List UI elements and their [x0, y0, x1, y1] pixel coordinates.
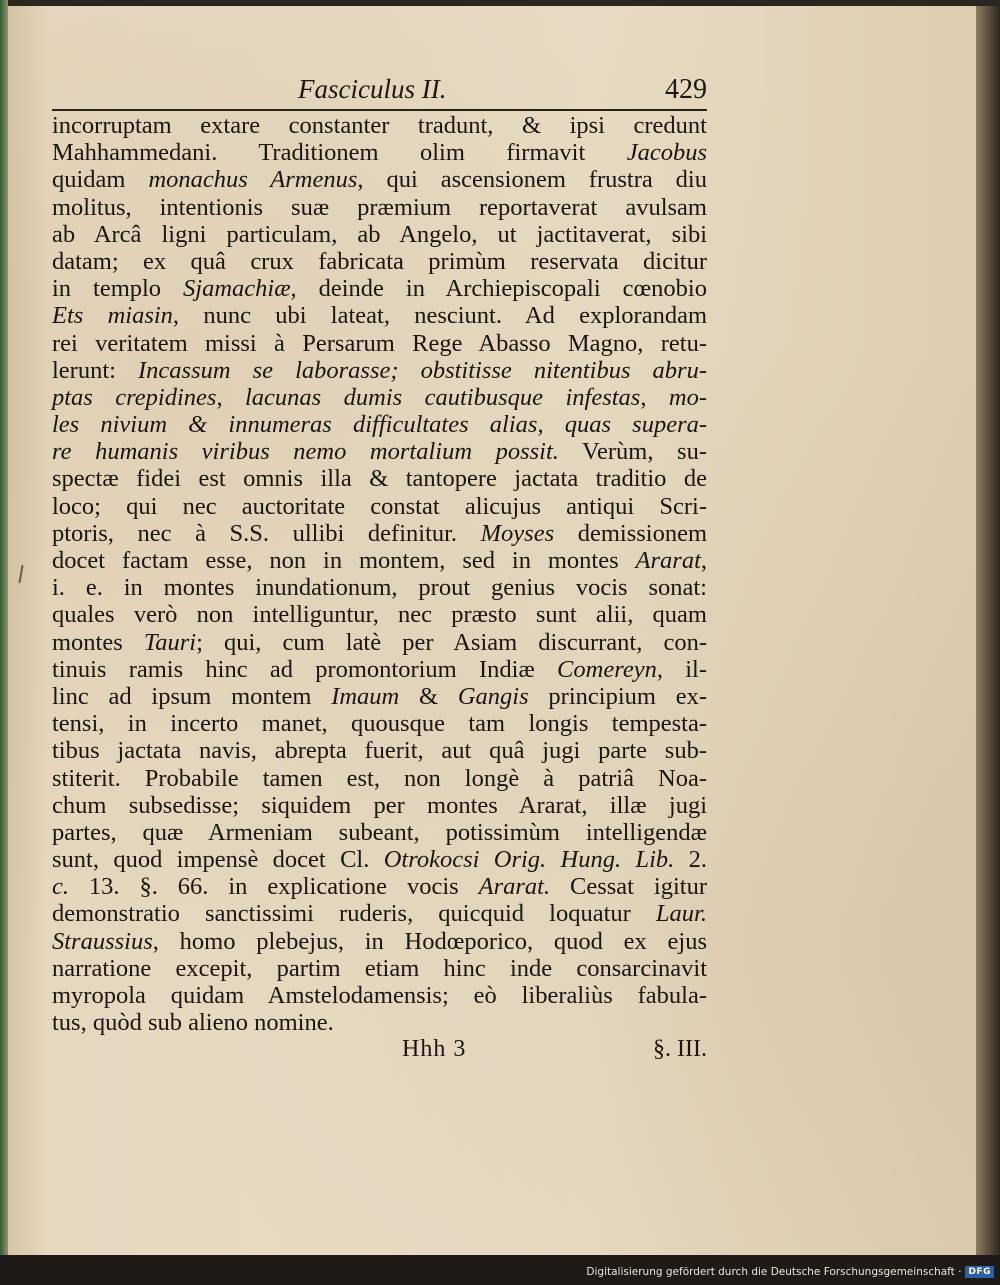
page-header	[52, 72, 707, 106]
scan-border-left	[0, 0, 8, 1255]
text-line: tinuis ramis hinc ad promontorium Indiæ Comereyn, il-	[52, 655, 707, 683]
text-line: tus, quòd sub alieno nomine.	[52, 1009, 334, 1037]
text-line: stiterit. Probabile tamen est, non longè à patriâ Noa-	[52, 764, 707, 792]
text-line: re humanis viribus nemo mortalium possit. Verùm, su-	[52, 438, 707, 466]
digitization-credit	[586, 1266, 994, 1278]
text-line: loco; qui nec auctoritate constat alicujus antiqui Scri-	[52, 492, 707, 520]
text-line: sunt, quod impensè docet Cl. Otrokocsi Orig. Hung. Lib. 2.	[52, 846, 707, 874]
text-line: tensi, in incerto manet, quousque tam longis tempesta-	[52, 710, 707, 738]
signature-mark: Hhh 3	[402, 1036, 467, 1062]
text-line: rei veritatem missi à Persarum Rege Abasso Magno, retu-	[52, 329, 707, 357]
text-line: molitus, intentionis suæ præmium reportaverat avulsam	[52, 193, 707, 221]
text-line: lerunt: Incassum se laborasse; obstitisse nitentibus abru-	[52, 356, 707, 384]
text-line: docet factam esse, non in montem, sed in montes Ararat,	[52, 547, 707, 574]
text-line: in templo Sjamachiæ, deinde in Archiepiscopali cœnobio	[52, 275, 707, 303]
page-edge-shadow	[976, 6, 1000, 1255]
text-line: tibus jactata navis, abrepta fuerit, aut quâ jugi parte sub-	[52, 737, 707, 765]
text-line: myropola quidam Amstelodamensis; eò liberaliùs fabula-	[52, 982, 707, 1009]
text-line: narratione excepit, partim etiam hinc inde consarcinavit	[52, 954, 707, 982]
body-text	[52, 112, 707, 1036]
text-line: quales verò non intelliguntur, nec præsto sunt alii, quam	[52, 601, 707, 629]
text-line: ab Arcâ ligni particulam, ab Angelo, ut jactitaverat, sibi	[52, 220, 707, 248]
text-line: Ets miasin, nunc ubi lateat, nesciunt. Ad explorandam	[52, 302, 707, 330]
header-rule	[52, 109, 707, 111]
credit-text: Digitalisierung gefördert durch die Deutsche Forschungsgemeinschaft ·	[586, 1266, 962, 1278]
text-line: spectæ fidei est omnis illa & tantopere jactata traditio de	[52, 465, 707, 493]
text-line: Mahhammedani. Traditionem olim firmavit Jacobus	[52, 139, 707, 167]
text-line: les nivium & innumeras difficultates alias, quas supera-	[52, 411, 708, 439]
text-line: partes, quæ Armeniam subeant, potissimùm intelligendæ	[52, 818, 707, 846]
text-line: incorruptam extare constanter tradunt, & ipsi credunt	[52, 112, 707, 139]
text-line: i. e. in montes inundationum, prout genius vocis sonat:	[52, 574, 707, 602]
text-line: demonstratio sanctissimi ruderis, quicquid loquatur Laur.	[52, 900, 707, 928]
text-line: chum subsedisse; siquidem per montes Ararat, illæ jugi	[52, 791, 707, 819]
text-line: montes Tauri; qui, cum latè per Asiam discurrant, con-	[52, 628, 707, 656]
text-line: c. 13. §. 66. in explicatione vocis Ararat. Cessat igitur	[52, 873, 707, 901]
text-line: datam; ex quâ crux fabricata primùm reservata dicitur	[52, 247, 707, 275]
dfg-logo: DFG	[965, 1266, 994, 1278]
catchword: §. III.	[653, 1036, 707, 1062]
text-line: quidam monachus Armenus, qui ascensionem frustra diu	[52, 166, 707, 194]
text-line: linc ad ipsum montem Imaum & Gangis principium ex-	[52, 682, 708, 710]
text-line: Straussius, homo plebejus, in Hodœporico, quod ex ejus	[52, 927, 707, 955]
page-number: 429	[665, 74, 707, 105]
running-head: Fasciculus II.	[298, 74, 447, 104]
text-line: ptas crepidines, lacunas dumis cautibusque infestas, mo-	[52, 383, 707, 411]
text-line: ptoris, nec à S.S. ullibi definitur. Moyses demissionem	[52, 519, 707, 547]
